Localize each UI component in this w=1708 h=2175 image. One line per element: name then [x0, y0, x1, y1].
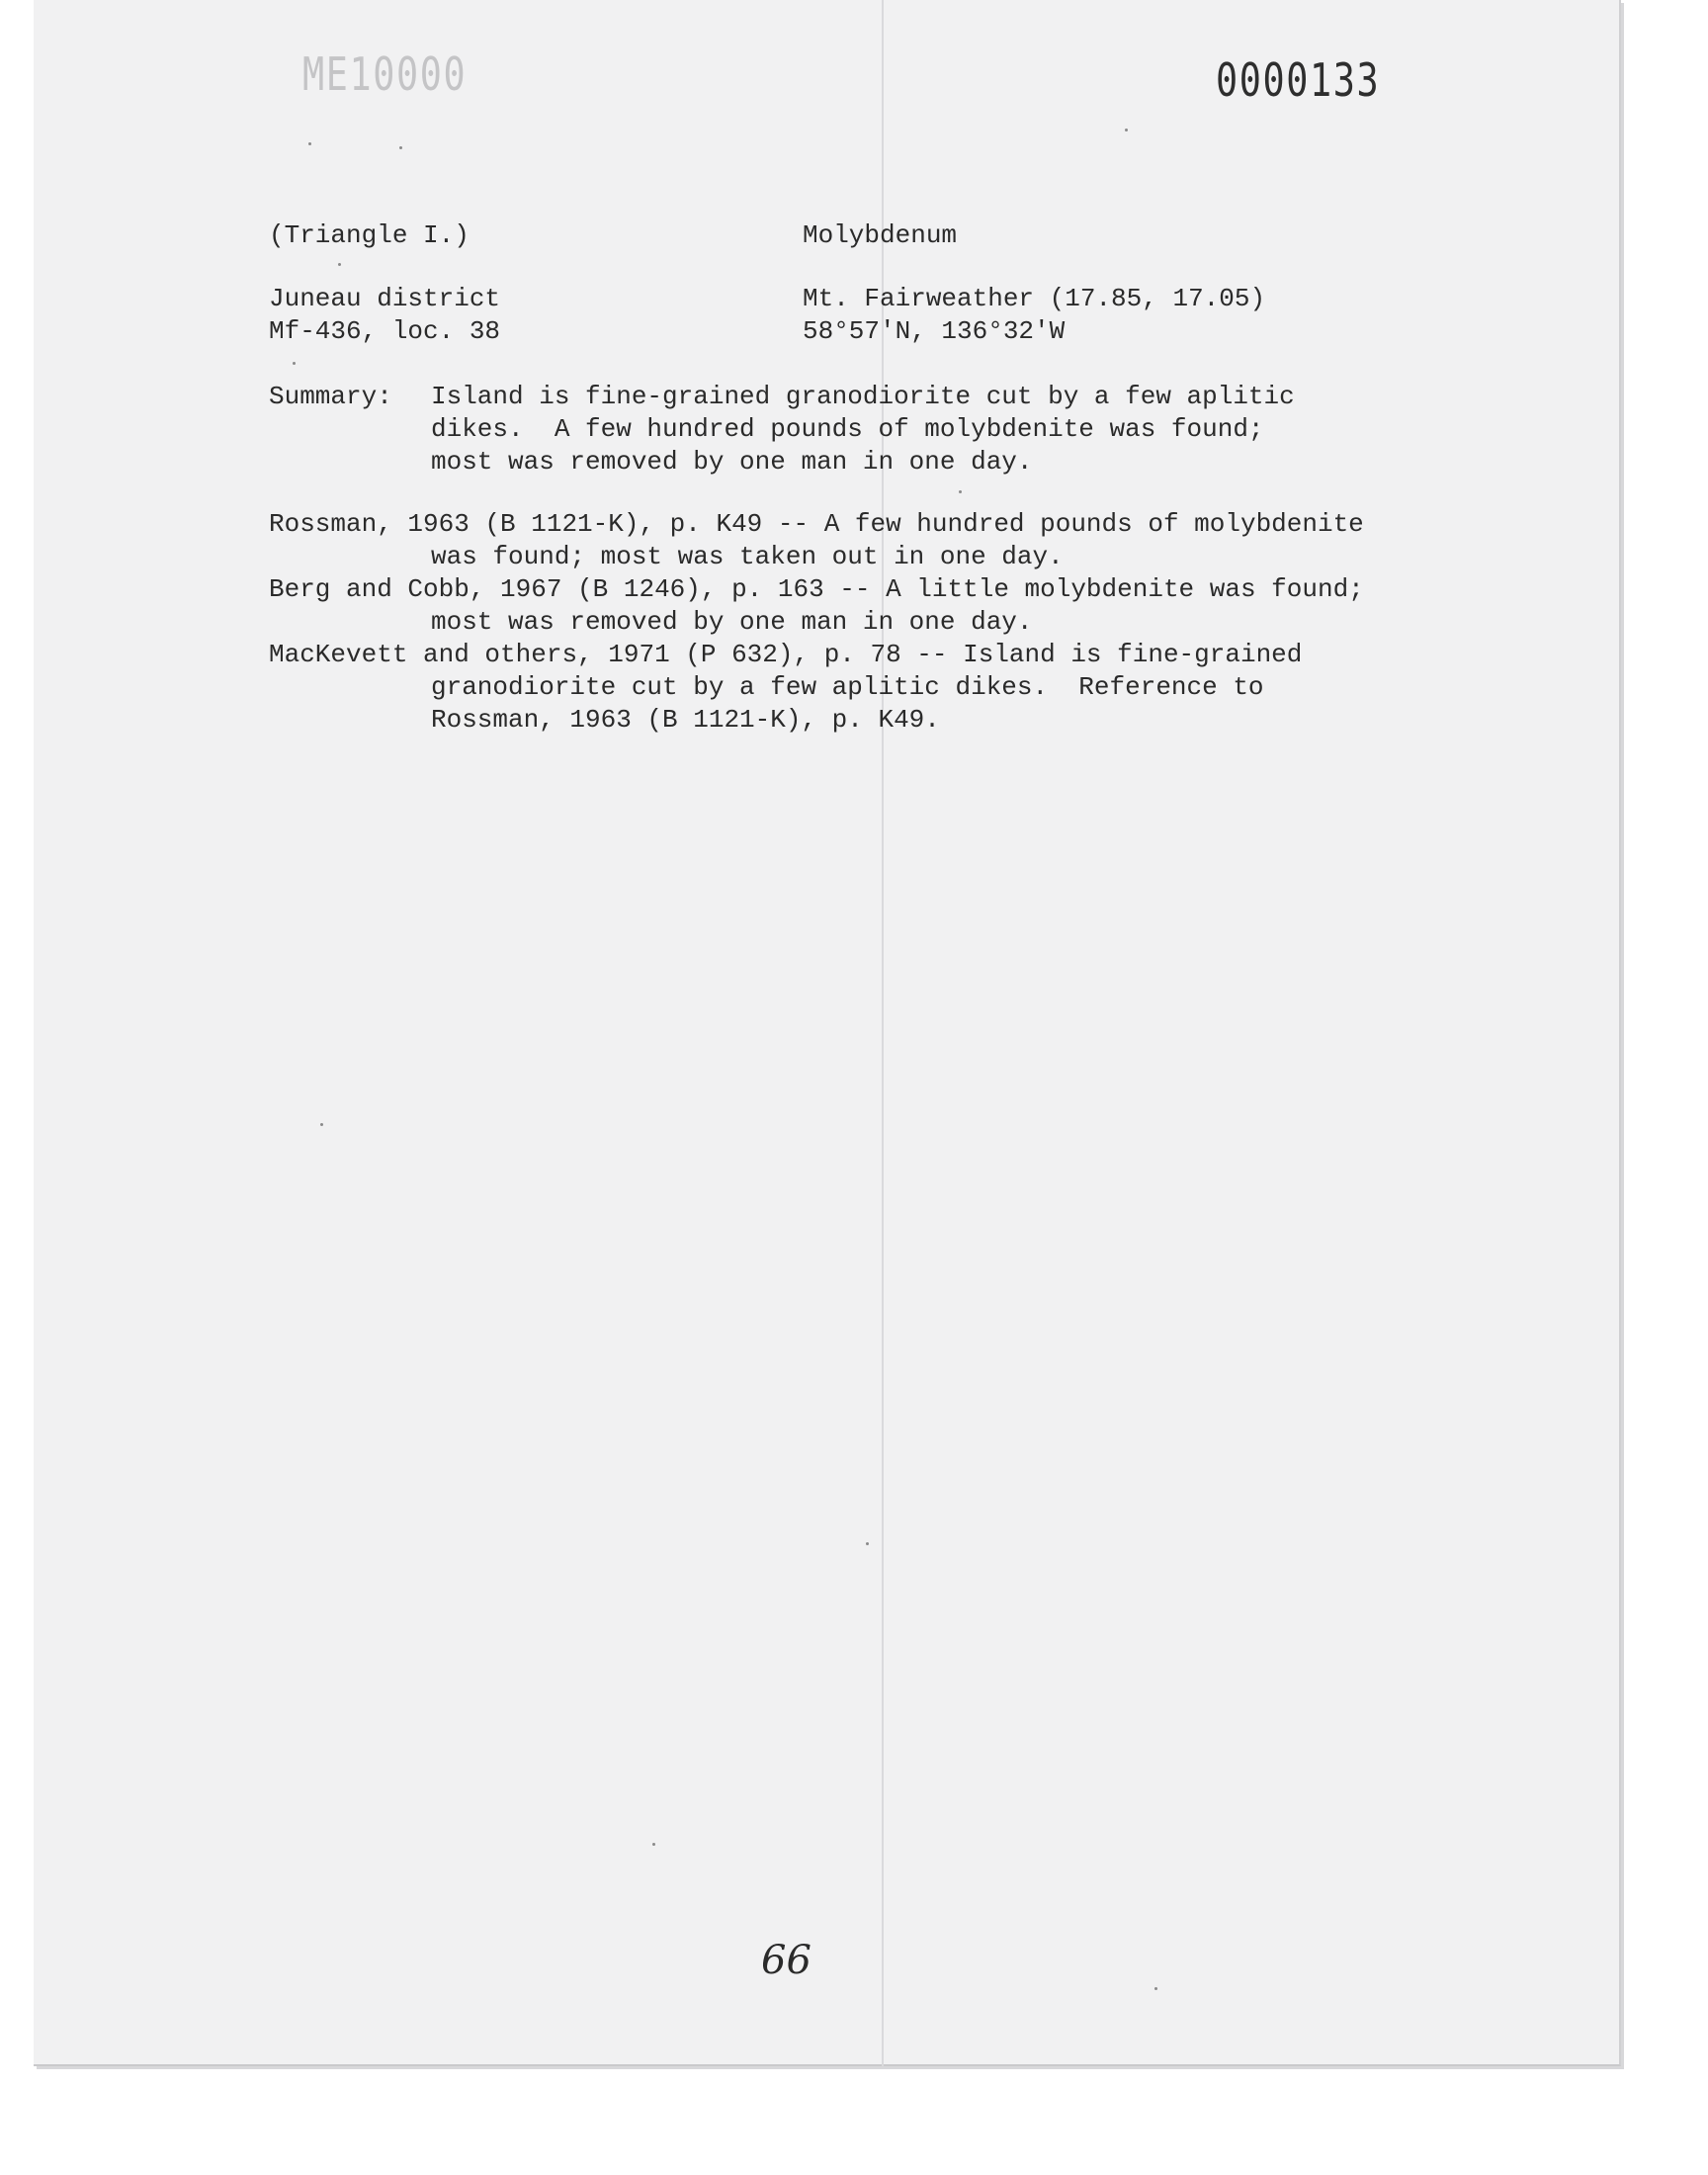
summary-line: most was removed by one man in one day. — [431, 447, 1033, 477]
document-number-stamp: 0000133 — [1216, 53, 1381, 107]
district: Juneau district — [269, 284, 501, 313]
document-page — [34, 0, 1621, 2066]
scan-speck — [959, 490, 962, 493]
summary-line: Island is fine-grained granodiorite cut by a few aplitic — [431, 382, 1295, 411]
reference-entry: MacKevett and others, 1971 (P 632), p. 78 -- Island is fine-grained — [269, 640, 1303, 669]
scan-speck — [399, 146, 402, 149]
quadrangle: Mt. Fairweather (17.85, 17.05) — [803, 284, 1266, 313]
scan-speck — [308, 142, 311, 145]
scan-speck — [1154, 1987, 1157, 1990]
scan-speck — [866, 1542, 869, 1545]
page-number: 66 — [761, 1938, 811, 1983]
scan-speck — [320, 1123, 323, 1126]
reference-continuation: Rossman, 1963 (B 1121-K), p. K49. — [431, 705, 940, 735]
map-reference: Mf-436, loc. 38 — [269, 316, 501, 346]
reference-entry: Rossman, 1963 (B 1121-K), p. K49 -- A few hundred pounds of molybdenite — [269, 509, 1364, 539]
scan-speck — [338, 263, 341, 266]
summary-line: dikes. A few hundred pounds of molybdenite was found; — [431, 414, 1264, 444]
summary-label: Summary: — [269, 382, 392, 411]
reference-continuation: most was removed by one man in one day. — [431, 607, 1033, 637]
commodity: Molybdenum — [803, 220, 958, 250]
location-name: (Triangle I.) — [269, 220, 470, 250]
coordinates: 58°57'N, 136°32'W — [803, 316, 1066, 346]
scan-speck — [1125, 129, 1128, 131]
reference-entry: Berg and Cobb, 1967 (B 1246), p. 163 -- A little molybdenite was found; — [269, 574, 1364, 604]
reference-continuation: granodiorite cut by a few aplitic dikes. Reference to — [431, 672, 1264, 702]
scan-speck — [293, 362, 296, 365]
faint-stamp-code: ME10000 — [302, 47, 468, 101]
reference-continuation: was found; most was taken out in one day. — [431, 542, 1064, 571]
scan-speck — [652, 1843, 655, 1846]
